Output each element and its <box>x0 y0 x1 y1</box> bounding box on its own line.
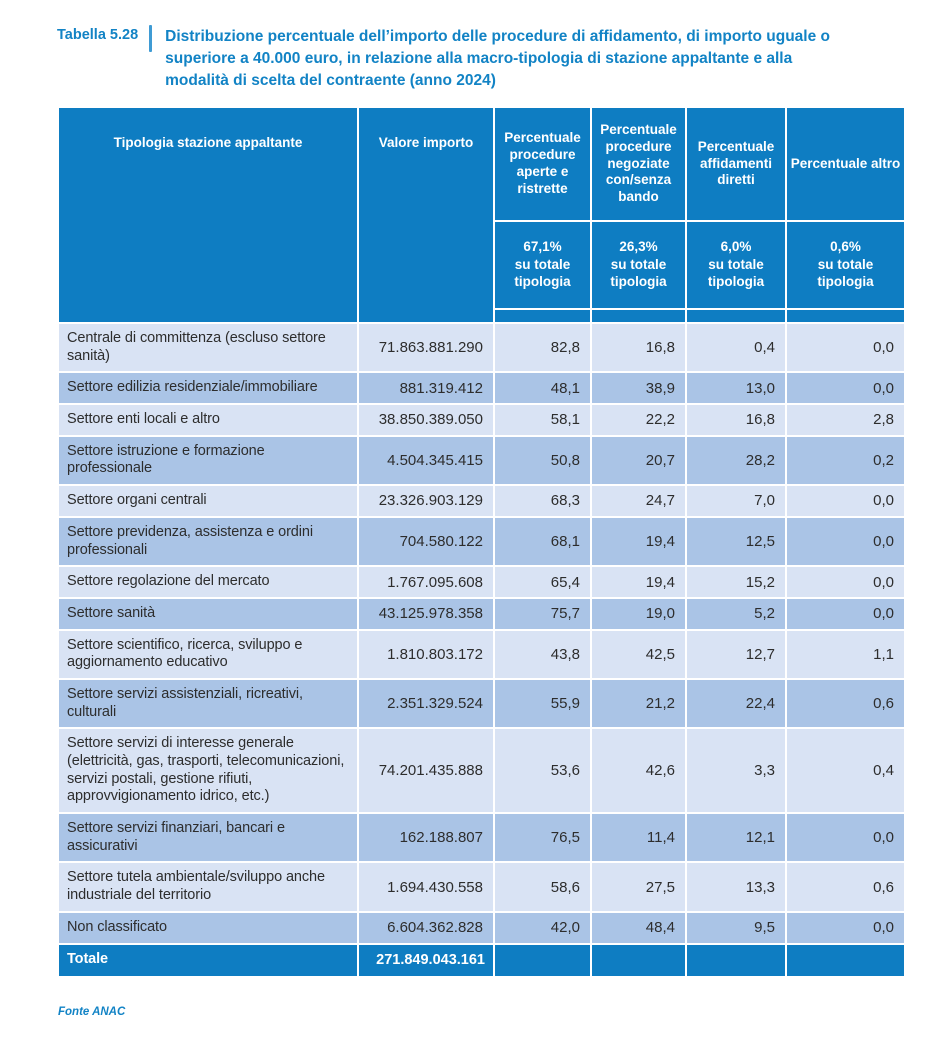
subheader-percent: 6,0% <box>720 239 752 255</box>
row-value: 21,2 <box>592 680 685 727</box>
row-value: 19,4 <box>592 567 685 597</box>
row-value: 71.863.881.290 <box>359 324 493 371</box>
table-row <box>59 631 904 678</box>
row-value: 23.326.903.129 <box>359 486 493 516</box>
total-label: Totale <box>59 945 357 976</box>
subheader-box <box>592 222 685 310</box>
table-row <box>59 373 904 403</box>
row-value: 3,3 <box>687 729 785 812</box>
row-value: 0,0 <box>787 324 904 371</box>
source-note: Fonte ANAC <box>58 1005 126 1018</box>
row-value: 881.319.412 <box>359 373 493 403</box>
row-value: 20,7 <box>592 437 685 484</box>
col-header-altro: Percentuale altro <box>787 108 904 220</box>
row-value: 1.694.430.558 <box>359 863 493 910</box>
row-value: 0,0 <box>787 814 904 861</box>
row-value: 68,1 <box>495 518 590 565</box>
row-label: Settore enti locali e altro <box>59 405 357 435</box>
header-row-main <box>59 108 904 220</box>
row-value: 38.850.389.050 <box>359 405 493 435</box>
row-value: 55,9 <box>495 680 590 727</box>
table-row <box>59 913 904 943</box>
subheader-affidamenti-diretti <box>687 222 785 322</box>
total-empty-cell <box>787 945 904 976</box>
row-value: 5,2 <box>687 599 785 629</box>
row-value: 9,5 <box>687 913 785 943</box>
table-caption <box>57 24 907 92</box>
table-row <box>59 324 904 371</box>
row-label: Non classificato <box>59 913 357 943</box>
row-label: Centrale di committenza (escluso settore sanità) <box>59 324 357 371</box>
total-empty-cell <box>592 945 685 976</box>
row-label: Settore servizi finanziari, bancari e assicurativi <box>59 814 357 861</box>
row-value: 12,5 <box>687 518 785 565</box>
subheader-box <box>687 222 785 310</box>
row-value: 0,0 <box>787 567 904 597</box>
table-row <box>59 518 904 565</box>
row-value: 0,6 <box>787 863 904 910</box>
row-value: 42,6 <box>592 729 685 812</box>
row-label: Settore tutela ambientale/sviluppo anche industriale del territorio <box>59 863 357 910</box>
row-value: 2,8 <box>787 405 904 435</box>
row-value: 75,7 <box>495 599 590 629</box>
row-label: Settore regolazione del mercato <box>59 567 357 597</box>
row-value: 7,0 <box>687 486 785 516</box>
row-value: 16,8 <box>592 324 685 371</box>
table-footer <box>59 945 904 976</box>
row-value: 1.810.803.172 <box>359 631 493 678</box>
row-value: 58,6 <box>495 863 590 910</box>
row-value: 13,0 <box>687 373 785 403</box>
subheader-percent: 0,6% <box>830 239 861 255</box>
row-value: 0,4 <box>787 729 904 812</box>
table-header <box>59 108 904 322</box>
row-value: 48,1 <box>495 373 590 403</box>
row-value: 24,7 <box>592 486 685 516</box>
subheader-note: su totale tipologia <box>707 257 765 289</box>
row-label: Settore edilizia residenziale/immobiliare <box>59 373 357 403</box>
row-label: Settore organi centrali <box>59 486 357 516</box>
row-value: 4.504.345.415 <box>359 437 493 484</box>
page-title: Distribuzione percentuale dell’importo delle procedure di affidamento, di importo uguale o superiore a 40.000 euro, in relazione alla macro-tipologia di stazione appaltante e alla modalità di scelta del contraente (anno 2024) <box>165 28 830 89</box>
row-value: 1,1 <box>787 631 904 678</box>
table-row <box>59 814 904 861</box>
table-row <box>59 405 904 435</box>
row-value: 74.201.435.888 <box>359 729 493 812</box>
row-value: 1.767.095.608 <box>359 567 493 597</box>
col-header-aperte-ristrette: Percentuale procedure aperte e ristrette <box>495 108 590 220</box>
subheader-box <box>787 222 904 310</box>
col-header-negoziate: Percentuale procedure negoziate con/senza bando <box>592 108 685 220</box>
row-value: 0,0 <box>787 486 904 516</box>
row-value: 0,6 <box>787 680 904 727</box>
subheader-percent: 26,3% <box>619 239 658 255</box>
table-row <box>59 567 904 597</box>
row-label: Settore istruzione e formazione professionale <box>59 437 357 484</box>
subheader-aperte-ristrette <box>495 222 590 322</box>
row-label: Settore scientifico, ricerca, sviluppo e aggiornamento educativo <box>59 631 357 678</box>
total-row <box>59 945 904 976</box>
row-value: 53,6 <box>495 729 590 812</box>
title-separator-bar <box>149 25 152 52</box>
table-number: Tabella 5.28 <box>57 27 139 43</box>
row-value: 28,2 <box>687 437 785 484</box>
row-value: 50,8 <box>495 437 590 484</box>
row-value: 13,3 <box>687 863 785 910</box>
row-label: Settore previdenza, assistenza e ordini professionali <box>59 518 357 565</box>
row-value: 6.604.362.828 <box>359 913 493 943</box>
table-row <box>59 599 904 629</box>
col-header-affidamenti-diretti: Percentuale affidamenti diretti <box>687 108 785 220</box>
row-value: 12,7 <box>687 631 785 678</box>
row-value: 42,0 <box>495 913 590 943</box>
table-row <box>59 486 904 516</box>
table-row <box>59 680 904 727</box>
row-value: 82,8 <box>495 324 590 371</box>
table-body <box>59 324 904 943</box>
row-value: 27,5 <box>592 863 685 910</box>
row-value: 0,0 <box>787 518 904 565</box>
row-value: 19,0 <box>592 599 685 629</box>
row-value: 704.580.122 <box>359 518 493 565</box>
row-label: Settore servizi assistenziali, ricreativi, culturali <box>59 680 357 727</box>
row-value: 58,1 <box>495 405 590 435</box>
table-row <box>59 863 904 910</box>
col-header-tipologia: Tipologia stazione appaltante <box>59 108 357 322</box>
row-value: 43,8 <box>495 631 590 678</box>
row-value: 68,3 <box>495 486 590 516</box>
row-value: 0,2 <box>787 437 904 484</box>
row-value: 38,9 <box>592 373 685 403</box>
row-value: 11,4 <box>592 814 685 861</box>
total-empty-cell <box>495 945 590 976</box>
subheader-note: su totale tipologia <box>817 257 874 289</box>
row-label: Settore sanità <box>59 599 357 629</box>
row-value: 0,0 <box>787 913 904 943</box>
row-value: 16,8 <box>687 405 785 435</box>
total-empty-cell <box>687 945 785 976</box>
row-value: 0,0 <box>787 599 904 629</box>
col-header-valore-importo: Valore importo <box>359 108 493 322</box>
row-value: 65,4 <box>495 567 590 597</box>
row-value: 12,1 <box>687 814 785 861</box>
row-value: 76,5 <box>495 814 590 861</box>
row-value: 22,2 <box>592 405 685 435</box>
subheader-note: su totale tipologia <box>610 257 667 289</box>
table-row <box>59 437 904 484</box>
row-value: 15,2 <box>687 567 785 597</box>
subheader-note: su totale tipologia <box>514 257 571 289</box>
table-row <box>59 729 904 812</box>
row-value: 22,4 <box>687 680 785 727</box>
subheader-altro <box>787 222 904 322</box>
data-table <box>57 106 906 978</box>
subheader-negoziate <box>592 222 685 322</box>
total-value: 271.849.043.161 <box>359 945 493 976</box>
row-value: 42,5 <box>592 631 685 678</box>
row-value: 162.188.807 <box>359 814 493 861</box>
row-value: 43.125.978.358 <box>359 599 493 629</box>
row-value: 0,4 <box>687 324 785 371</box>
subheader-box <box>495 222 590 310</box>
row-value: 48,4 <box>592 913 685 943</box>
row-value: 0,0 <box>787 373 904 403</box>
row-value: 19,4 <box>592 518 685 565</box>
row-label: Settore servizi di interesse generale (elettricità, gas, trasporti, telecomunicazioni, servizi postali, gestione rifiuti, approvvigionamento idrico, etc.) <box>59 729 357 812</box>
row-value: 2.351.329.524 <box>359 680 493 727</box>
subheader-percent: 67,1% <box>523 239 562 255</box>
